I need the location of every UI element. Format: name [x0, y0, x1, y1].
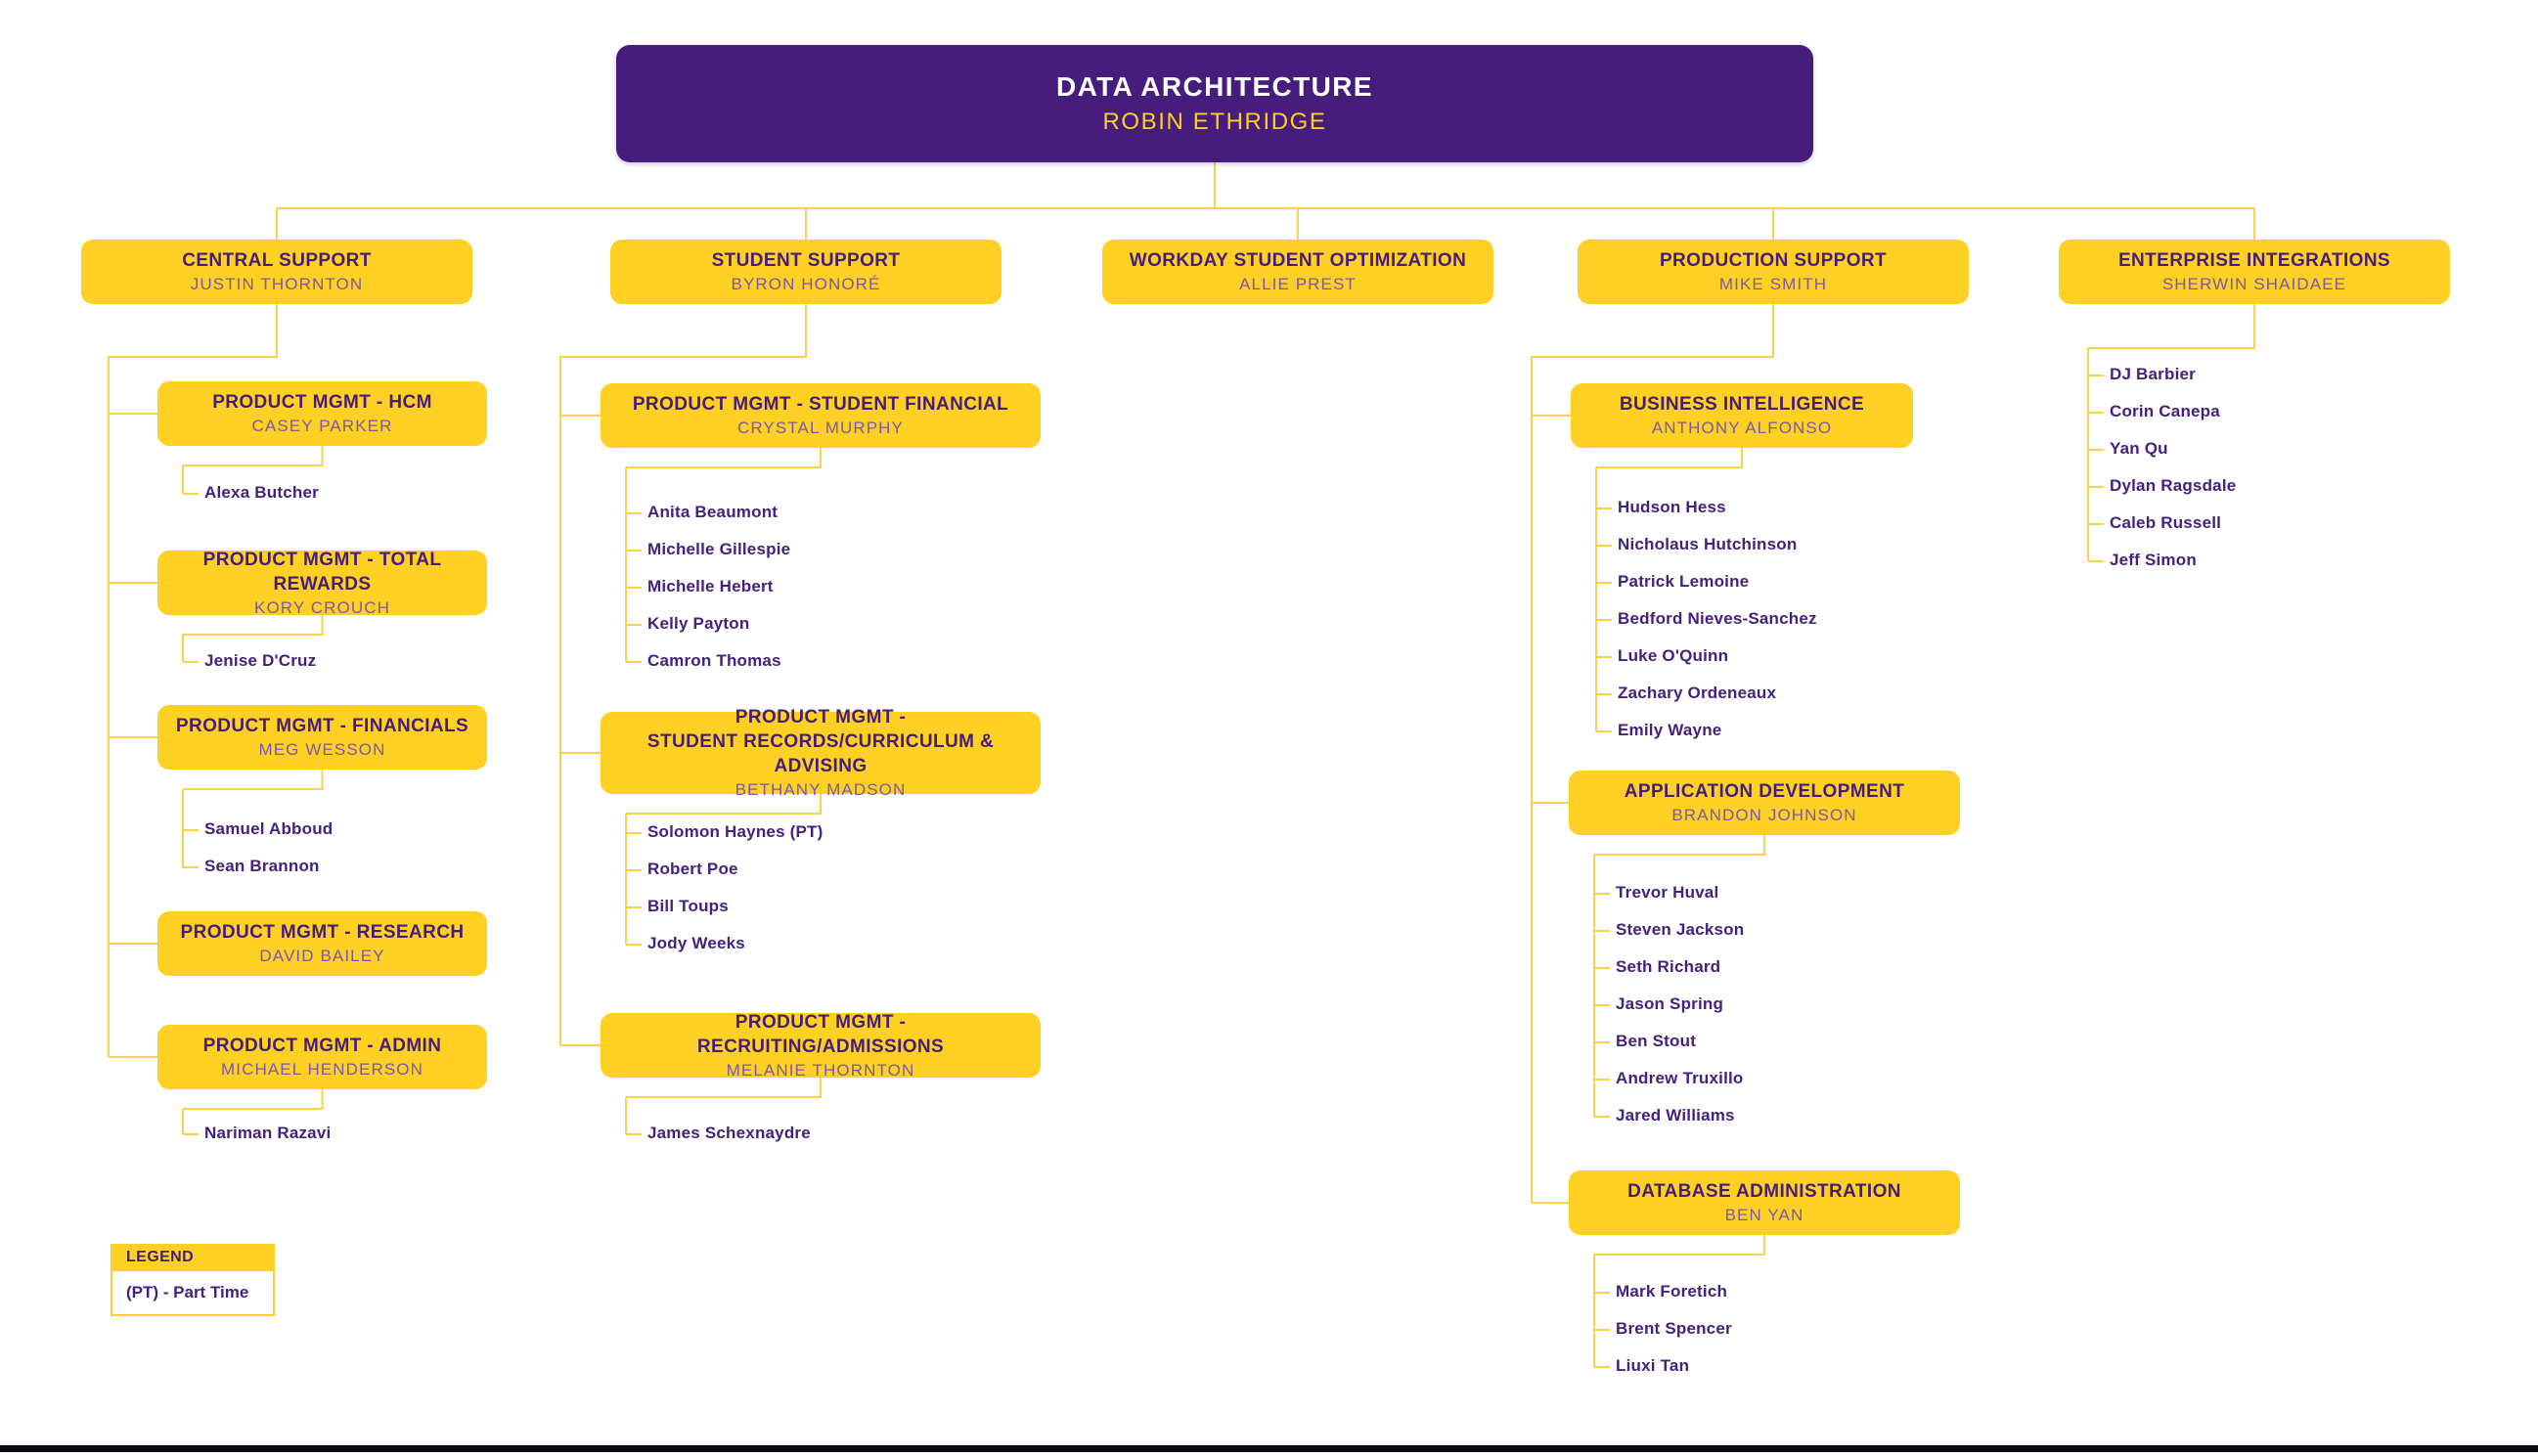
- team-lead: BETHANY MADSON: [735, 780, 907, 799]
- member-name: Camron Thomas: [647, 651, 781, 671]
- team-lead: BRANDON JOHNSON: [1671, 806, 1857, 824]
- member-name: Samuel Abboud: [204, 819, 334, 839]
- team-title: BUSINESS INTELLIGENCE: [1619, 394, 1865, 415]
- member-name: Jared Williams: [1616, 1106, 1735, 1125]
- member-name: Robert Poe: [647, 860, 738, 879]
- legend: [111, 1244, 275, 1316]
- team-box-pm-recruiting: [601, 1013, 1041, 1078]
- team-box-business-intelligence: [1571, 383, 1913, 448]
- unit-box-student-support: [610, 240, 1002, 304]
- team-title: PRODUCT MGMT - STUDENT FINANCIAL: [632, 394, 1009, 415]
- team-lead: CRYSTAL MURPHY: [736, 419, 904, 437]
- unit-lead: BYRON HONORÉ: [731, 275, 881, 293]
- member-name: Luke O'Quinn: [1618, 646, 1729, 666]
- unit-title: WORKDAY STUDENT OPTIMIZATION: [1129, 250, 1467, 271]
- member-name: Sean Brannon: [204, 857, 320, 876]
- member-name: Liuxi Tan: [1616, 1356, 1690, 1376]
- member-name: Bedford Nieves-Sanchez: [1618, 609, 1817, 629]
- member-name: Nicholaus Hutchinson: [1618, 535, 1798, 554]
- team-box-pm-hcm: [157, 381, 487, 446]
- member-name: Brent Spencer: [1616, 1319, 1732, 1339]
- team-lead: MICHAEL HENDERSON: [221, 1060, 423, 1079]
- team-title: APPLICATION DEVELOPMENT: [1624, 781, 1905, 802]
- member-name: Emily Wayne: [1618, 721, 1722, 740]
- member-name: Alexa Butcher: [204, 483, 319, 503]
- team-title: PRODUCT MGMT - TOTAL REWARDS: [202, 549, 442, 595]
- member-name: Andrew Truxillo: [1616, 1069, 1744, 1088]
- member-name: Dylan Ragsdale: [2110, 476, 2237, 496]
- team-lead: CASEY PARKER: [251, 417, 393, 435]
- member-name: Michelle Gillespie: [647, 540, 791, 559]
- unit-title: STUDENT SUPPORT: [711, 250, 901, 271]
- member-name: Jody Weeks: [647, 934, 745, 953]
- legend-item: (PT) - Part Time: [126, 1283, 249, 1302]
- team-lead: MELANIE THORNTON: [726, 1060, 915, 1080]
- team-title: PRODUCT MGMT - RECRUITING/ADMISSIONS: [696, 1011, 945, 1057]
- org-root-box: [616, 45, 1813, 162]
- member-name: Hudson Hess: [1618, 498, 1726, 517]
- team-title: PRODUCT MGMT - RESEARCH: [180, 922, 465, 943]
- member-name: Anita Beaumont: [647, 503, 779, 522]
- team-title-line: STUDENT RECORDS/CURRICULUM & ADVISING: [646, 731, 995, 776]
- member-name: Michelle Hebert: [647, 577, 774, 596]
- unit-lead: MIKE SMITH: [1718, 275, 1828, 293]
- member-name: Yan Qu: [2110, 439, 2168, 459]
- unit-title: PRODUCTION SUPPORT: [1659, 250, 1888, 271]
- team-box-pm-total-rewards: [157, 551, 487, 615]
- member-name: Solomon Haynes (PT): [647, 822, 824, 842]
- team-box-pm-admin: [157, 1025, 487, 1089]
- team-title-line: PRODUCT MGMT -: [735, 707, 907, 728]
- member-name: DJ Barbier: [2110, 365, 2196, 384]
- org-root-title: DATA ARCHITECTURE: [1056, 71, 1373, 102]
- team-box-database-administration: [1569, 1170, 1960, 1235]
- member-name: Zachary Ordeneaux: [1618, 684, 1777, 703]
- member-name: Steven Jackson: [1616, 920, 1745, 940]
- team-lead: DAVID BAILEY: [259, 947, 385, 965]
- team-title: PRODUCT MGMT - HCM: [212, 392, 432, 413]
- team-box-application-development: [1569, 771, 1960, 835]
- team-box-pm-financials: [157, 705, 487, 770]
- team-lead: BEN YAN: [1724, 1206, 1804, 1224]
- footer-bar: [0, 1445, 2538, 1452]
- team-title: PRODUCT MGMT - ADMIN: [202, 1036, 442, 1056]
- unit-box-production-support: [1578, 240, 1969, 304]
- legend-header: [111, 1244, 275, 1271]
- team-lead: ANTHONY ALFONSO: [1651, 419, 1833, 437]
- member-name: Jason Spring: [1616, 994, 1724, 1014]
- unit-title: ENTERPRISE INTEGRATIONS: [2117, 250, 2391, 271]
- unit-box-central-support: [81, 240, 472, 304]
- unit-box-enterprise-integrations: [2059, 240, 2450, 304]
- member-name: Ben Stout: [1616, 1032, 1697, 1051]
- team-box-pm-student-financial: [601, 383, 1041, 448]
- member-name: Mark Foretich: [1616, 1282, 1728, 1302]
- member-name: Jeff Simon: [2110, 551, 2197, 570]
- team-title: PRODUCT MGMT - FINANCIALS: [175, 716, 469, 736]
- team-lead: KORY CROUCH: [254, 597, 390, 617]
- unit-lead: JUSTIN THORNTON: [190, 275, 364, 293]
- member-name: Trevor Huval: [1616, 883, 1719, 903]
- legend-title: LEGEND: [126, 1249, 195, 1265]
- member-name: Bill Toups: [647, 897, 729, 916]
- member-name: Corin Canepa: [2110, 402, 2220, 421]
- unit-title: CENTRAL SUPPORT: [182, 250, 372, 271]
- unit-lead: SHERWIN SHAIDAEE: [2161, 275, 2347, 293]
- member-name: Caleb Russell: [2110, 513, 2222, 533]
- member-name: Seth Richard: [1616, 957, 1721, 977]
- legend-body: [111, 1271, 275, 1316]
- team-title: DATABASE ADMINISTRATION: [1627, 1181, 1901, 1202]
- member-name: James Schexnaydre: [647, 1124, 811, 1143]
- team-box-pm-research: [157, 911, 487, 976]
- unit-box-workday-student-optimization: [1102, 240, 1493, 304]
- member-name: Kelly Payton: [647, 614, 750, 634]
- member-name: Nariman Razavi: [204, 1124, 332, 1143]
- org-root-lead: ROBIN ETHRIDGE: [1102, 109, 1327, 135]
- unit-lead: ALLIE PREST: [1239, 275, 1357, 293]
- member-name: Patrick Lemoine: [1618, 572, 1750, 592]
- member-name: Jenise D'Cruz: [204, 651, 317, 671]
- team-box-pm-student-records: [601, 707, 1041, 799]
- team-lead: MEG WESSON: [258, 740, 386, 759]
